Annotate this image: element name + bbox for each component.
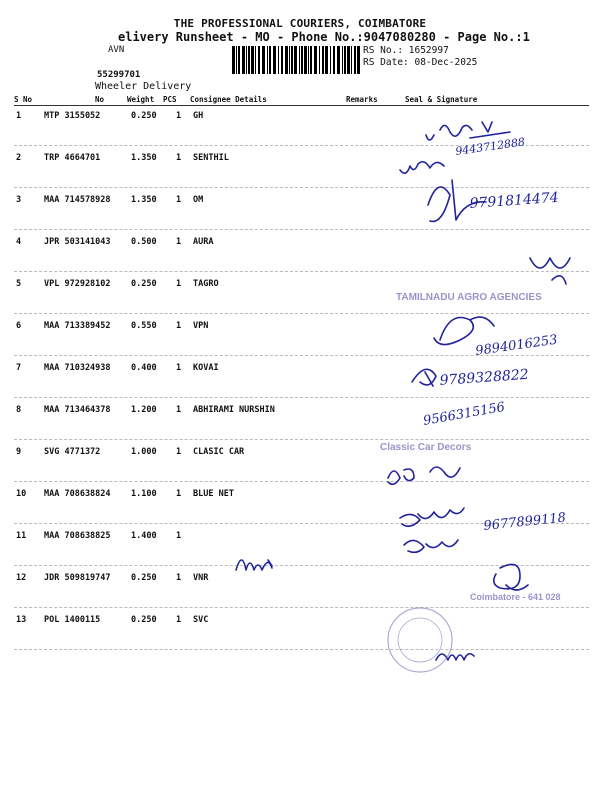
rs-number: RS No.: 1652997 <box>363 45 449 56</box>
barcode-bar <box>304 46 307 74</box>
row-pcs: 1 <box>176 279 182 289</box>
row-divider <box>14 397 589 398</box>
row-pcs: 1 <box>176 363 182 373</box>
col-header-pcs: PCS <box>163 95 177 104</box>
header-rule <box>14 105 589 106</box>
row-awb: JDR 509819747 <box>44 573 111 583</box>
phone-row2: 9443712888 <box>454 135 526 158</box>
row-weight: 0.250 <box>131 279 157 289</box>
phone-row6: 9894016253 <box>474 332 559 359</box>
barcode-bar <box>354 46 356 74</box>
row-weight: 1.100 <box>131 489 157 499</box>
row-sno: 12 <box>16 573 27 583</box>
barcode-bar <box>246 46 247 74</box>
row-divider <box>14 607 589 608</box>
col-header-seal: Seal & Signature <box>405 95 478 104</box>
barcode-bar <box>333 46 335 74</box>
row-divider <box>14 439 589 440</box>
row-consignee: VPN <box>193 321 209 331</box>
barcode-bar <box>347 46 350 74</box>
barcode-bar <box>289 46 290 74</box>
signature-row1 <box>426 122 510 140</box>
stamp-classic: Classic Car Decors <box>380 442 472 453</box>
row-consignee: TAGRO <box>193 279 219 289</box>
col-header-weight: Weight <box>127 95 155 104</box>
row-pcs: 1 <box>176 405 182 415</box>
barcode-bar <box>308 46 309 74</box>
barcode-bar <box>342 46 343 74</box>
row-sno: 13 <box>16 615 27 625</box>
barcode-bar <box>251 46 254 74</box>
barcode-bar <box>337 46 340 74</box>
signature-row7 <box>412 369 436 386</box>
row-weight: 1.400 <box>131 531 157 541</box>
row-consignee: ABHIRAMI NURSHIN <box>193 405 275 415</box>
row-weight: 0.250 <box>131 573 157 583</box>
row-weight: 1.200 <box>131 405 157 415</box>
barcode-bar <box>344 46 346 74</box>
row-awb: VPL 972928102 <box>44 279 111 289</box>
row-consignee: BLUE NET <box>193 489 234 499</box>
col-header-no: No <box>95 95 105 104</box>
barcode-bar <box>299 46 300 74</box>
row-pcs: 1 <box>176 111 182 121</box>
barcode-bar <box>267 46 268 74</box>
row-consignee: SENTHIL <box>193 153 229 163</box>
row-consignee: CLASIC CAR <box>193 447 245 457</box>
signature-row12-seal <box>494 564 528 590</box>
row-pcs: 1 <box>176 153 182 163</box>
col-header-consignee: Consignee Details <box>190 95 267 104</box>
barcode-bar <box>291 46 293 74</box>
row-weight: 1.350 <box>131 153 157 163</box>
route-number: 55299701 <box>97 70 141 80</box>
row-pcs: 1 <box>176 573 182 583</box>
row-divider <box>14 565 589 566</box>
phone-row7: 9789328822 <box>439 366 530 389</box>
barcode-bar <box>301 46 303 74</box>
signature-row11 <box>404 540 458 552</box>
barcode-bar <box>242 46 245 74</box>
row-weight: 0.550 <box>131 321 157 331</box>
vehicle-type: Wheeler Delivery <box>95 81 192 92</box>
row-divider <box>14 313 589 314</box>
row-consignee: AURA <box>193 237 214 247</box>
row-sno: 2 <box>16 153 22 163</box>
row-awb: MAA 710324938 <box>44 363 111 373</box>
row-sno: 3 <box>16 195 22 205</box>
row-pcs: 1 <box>176 237 182 247</box>
row-divider <box>14 145 589 146</box>
row-awb: JPR 503141043 <box>44 237 111 247</box>
row-sno: 1 <box>16 111 22 121</box>
runsheet-subtitle: elivery Runsheet - MO - Phone No.:9047080280 - Page No.:1 <box>118 30 530 44</box>
barcode-bar <box>278 46 279 74</box>
signature-row6 <box>434 317 494 344</box>
rs-date: RS Date: 08-Dec-2025 <box>363 57 478 68</box>
barcode-bar <box>325 46 328 74</box>
table-bottom-rule <box>14 649 589 650</box>
row-sno: 9 <box>16 447 22 457</box>
barcode-bar <box>319 46 320 74</box>
row-awb: MTP 3155052 <box>44 111 101 121</box>
row-consignee: GH <box>193 111 204 121</box>
col-header-sno: S No <box>14 95 33 104</box>
row-consignee: VNR <box>193 573 209 583</box>
barcode-bar <box>322 46 324 74</box>
row-weight: 1.350 <box>131 195 157 205</box>
row-divider <box>14 187 589 188</box>
phone-row3: 9791814474 <box>469 189 560 212</box>
row-awb: POL 1400115 <box>44 615 101 625</box>
row-pcs: 1 <box>176 531 182 541</box>
barcode-bar <box>238 46 240 74</box>
row-pcs: 1 <box>176 447 182 457</box>
barcode-bar <box>294 46 297 74</box>
row-pcs: 1 <box>176 615 182 625</box>
barcode-bar <box>285 46 288 74</box>
row-sno: 5 <box>16 279 22 289</box>
row-awb: MAA 708638824 <box>44 489 111 499</box>
row-divider <box>14 481 589 482</box>
row-consignee: OM <box>193 195 204 205</box>
row-pcs: 1 <box>176 321 182 331</box>
barcode-bar <box>273 46 276 74</box>
barcode-bar <box>232 46 235 74</box>
barcode-bar <box>330 46 331 74</box>
barcode-bar <box>351 46 352 74</box>
row-divider <box>14 229 589 230</box>
phone-row10: 9677899118 <box>482 510 567 534</box>
row-awb: MAA 713389452 <box>44 321 111 331</box>
stamp-tamilnadu: TAMILNADU AGRO AGENCIES <box>396 292 542 303</box>
phone-row8: 9566315156 <box>422 399 507 429</box>
round-seal <box>388 608 452 672</box>
signature-row2 <box>400 162 444 173</box>
barcode-bar <box>262 46 265 74</box>
barcode-bar <box>314 46 317 74</box>
barcode-bar <box>281 46 283 74</box>
row-divider <box>14 271 589 272</box>
row-sno: 4 <box>16 237 22 247</box>
row-consignee: SVC <box>193 615 209 625</box>
row-pcs: 1 <box>176 195 182 205</box>
row-divider <box>14 523 589 524</box>
barcode <box>232 46 360 74</box>
route-code: AVN <box>108 45 125 55</box>
row-sno: 6 <box>16 321 22 331</box>
row-weight: 0.250 <box>131 615 157 625</box>
page-title: THE PROFESSIONAL COURIERS, COIMBATORE <box>173 17 427 30</box>
row-weight: 0.500 <box>131 237 157 247</box>
row-sno: 10 <box>16 489 27 499</box>
row-awb: MAA 708638825 <box>44 531 111 541</box>
barcode-bar <box>258 46 260 74</box>
row-sno: 8 <box>16 405 22 415</box>
row-sno: 7 <box>16 363 22 373</box>
barcode-bar <box>310 46 312 74</box>
stamp-coimbatore: Coimbatore - 641 028 <box>470 592 561 602</box>
barcode-bar <box>236 46 237 74</box>
barcode-bar <box>269 46 271 74</box>
barcode-bar <box>255 46 256 74</box>
row-awb: MAA 713464378 <box>44 405 111 415</box>
row-sno: 11 <box>16 531 27 541</box>
row-weight: 1.000 <box>131 447 157 457</box>
barcode-bar <box>357 46 360 74</box>
row-weight: 0.400 <box>131 363 157 373</box>
row-awb: MAA 714578928 <box>44 195 111 205</box>
col-header-remarks: Remarks <box>346 95 378 104</box>
round-seal-inner <box>398 618 442 662</box>
barcode-bar <box>248 46 250 74</box>
row-weight: 0.250 <box>131 111 157 121</box>
row-pcs: 1 <box>176 489 182 499</box>
row-awb: TRP 4664701 <box>44 153 101 163</box>
row-awb: SVG 4771372 <box>44 447 101 457</box>
row-consignee: KOVAI <box>193 363 219 373</box>
row-divider <box>14 355 589 356</box>
signature-row13 <box>436 654 474 660</box>
